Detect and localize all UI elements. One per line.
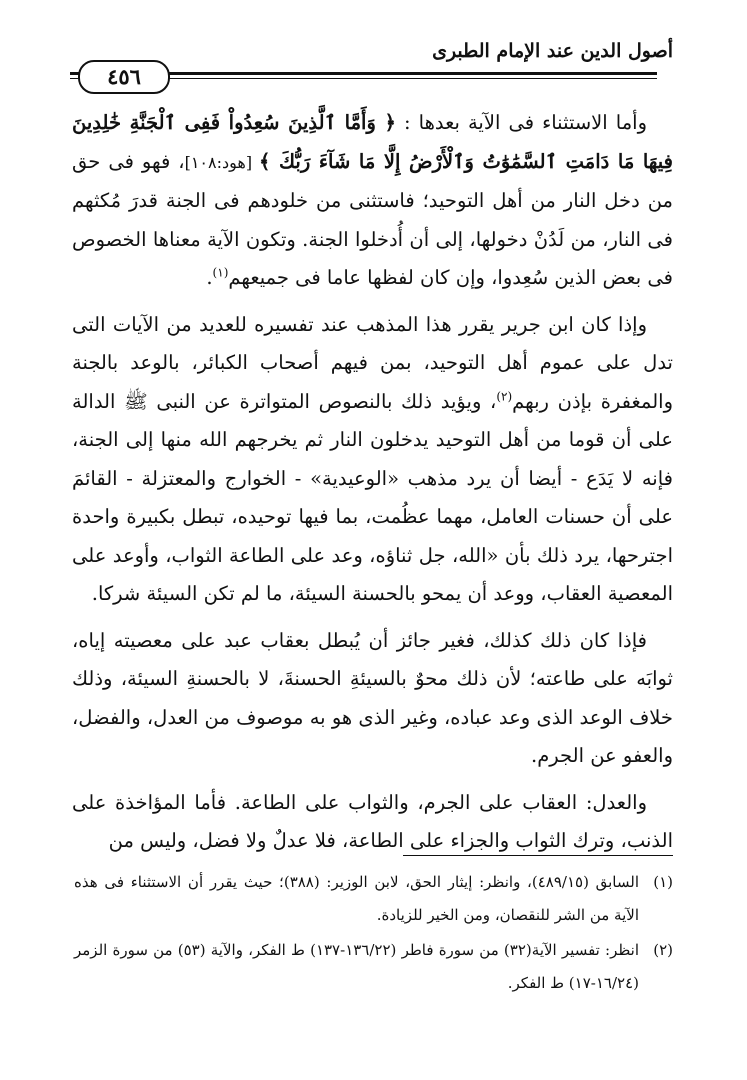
paragraph-2-text-b: ، ويؤيد ذلك بالنصوص المتواترة عن النبى ﷺ الدالة على أن قوما من أهل التوحيد يدخلون النار ثم يخرجهم الله منها إلى الجنة، فإنه لا يَدَع - أيضا أن يرد مذهب «الوعيدية» - الخوارج والمعتزلة - القائمَ على أن حسنات العامل، مهما عظُمت، بما فيها توحيده، تبطل بكبيرة واحدة اجترحها، يرد ذلك بأن «الله، جل ثناؤه، وعد على الطاعة الثواب، وأوعد على المعصية العقاب، ووعد أن يمحو بالحسنة السيئة، ما لم تكن السيئة شركا. — [72, 389, 673, 605]
footnotes — [74, 866, 673, 1002]
paragraph-1-text-b: ، فهو فى حق من دخل النار من أهل التوحيد؛ فاستثنى من خلودهم فى الجنة قدرَ مُكثهم فى النار، من لَدُنْ دخولها، إلى أن أُدخلوا الجنة. وتكون الآية معناها الخصوص فى بعض الذين سُعِدوا، وإن كان لفظها عاما فى جميعهم — [72, 149, 673, 289]
paragraph-2-text-a: وإذا كان ابن جرير يقرر هذا المذهب عند تفسيره للعديد من الآيات التى تدل على عموم أهل التوحيد، بمن فيهم أصحاب الكبائر، بالوعد بالجنة والمغفرة بإذن ربهم — [72, 312, 673, 413]
paragraph-3: فإذا كان ذلك كذلك، فغير جائز أن يُبطل بعقاب عبد على معصيته إياه، ثوابَه على طاعته؛ لأن ذلك محوٌ بالسيئةِ الحسنةَ، لا بالحسنةِ السيئة، وذلك خلاف الوعد الذى وعد عباده، وغير الذى هو به موصوف من العدل، والفضل، والعفو عن الجرم. — [72, 628, 673, 767]
footnote-2 — [74, 934, 673, 1000]
footnote-text: السابق (٤٨٩/١٥)، وانظر: إيثار الحق، لابن الوزير: (٣٨٨)؛ حيث يقرر أن الاستثناء فى هذه الآية من الشر للنقصان، ومن الخير للزيادة. — [74, 873, 639, 924]
paragraph-2 — [72, 306, 673, 614]
footnote-number: (١) — [653, 873, 673, 891]
footnote-ref-1[interactable]: (١) — [212, 265, 229, 280]
paragraph-1-text-c: . — [206, 266, 213, 289]
running-title: أصول الدين عند الإمام الطبرى — [432, 40, 673, 62]
footnote-1 — [74, 866, 673, 932]
footnote-rule — [403, 855, 673, 856]
verse-reference: [هود:١٠٨] — [184, 152, 259, 172]
quran-verse: ﴿ وَأَمَّا ٱلَّذِينَ سُعِدُواْ فَفِى ٱلْجَنَّةِ خَٰلِدِينَ فِيهَا مَا دَامَتِ ٱلسَّمَٰوَٰتُ وَٱلْأَرْضُ إِلَّا مَا شَآءَ رَبُّكَ ﴾ — [72, 111, 674, 173]
footnote-number: (٢) — [653, 941, 673, 959]
footnote-text: انظر: تفسير الآية(٣٢) من سورة فاطر (١٣٦/٢٢-١٣٧) ط الفكر، والآية (٥٣) من سورة الزمر (١٦/٢٤-١٧) ط الفكر. — [74, 941, 639, 992]
page-number: ٤٥٦ — [78, 60, 170, 94]
paragraph-4: والعدل: العقاب على الجرم، والثواب على الطاعة. فأما المؤاخذة على الذنب، وترك الثواب والجزاء على الطاعة، فلا عدلٌ ولا فضل، وليس من — [72, 790, 673, 852]
paragraph-1 — [72, 104, 673, 298]
paragraph-1-text-a: وأما الاستثناء فى الآية بعدها : — [395, 111, 647, 134]
main-text — [72, 104, 673, 869]
footnote-ref-2[interactable]: (٢) — [496, 389, 513, 403]
